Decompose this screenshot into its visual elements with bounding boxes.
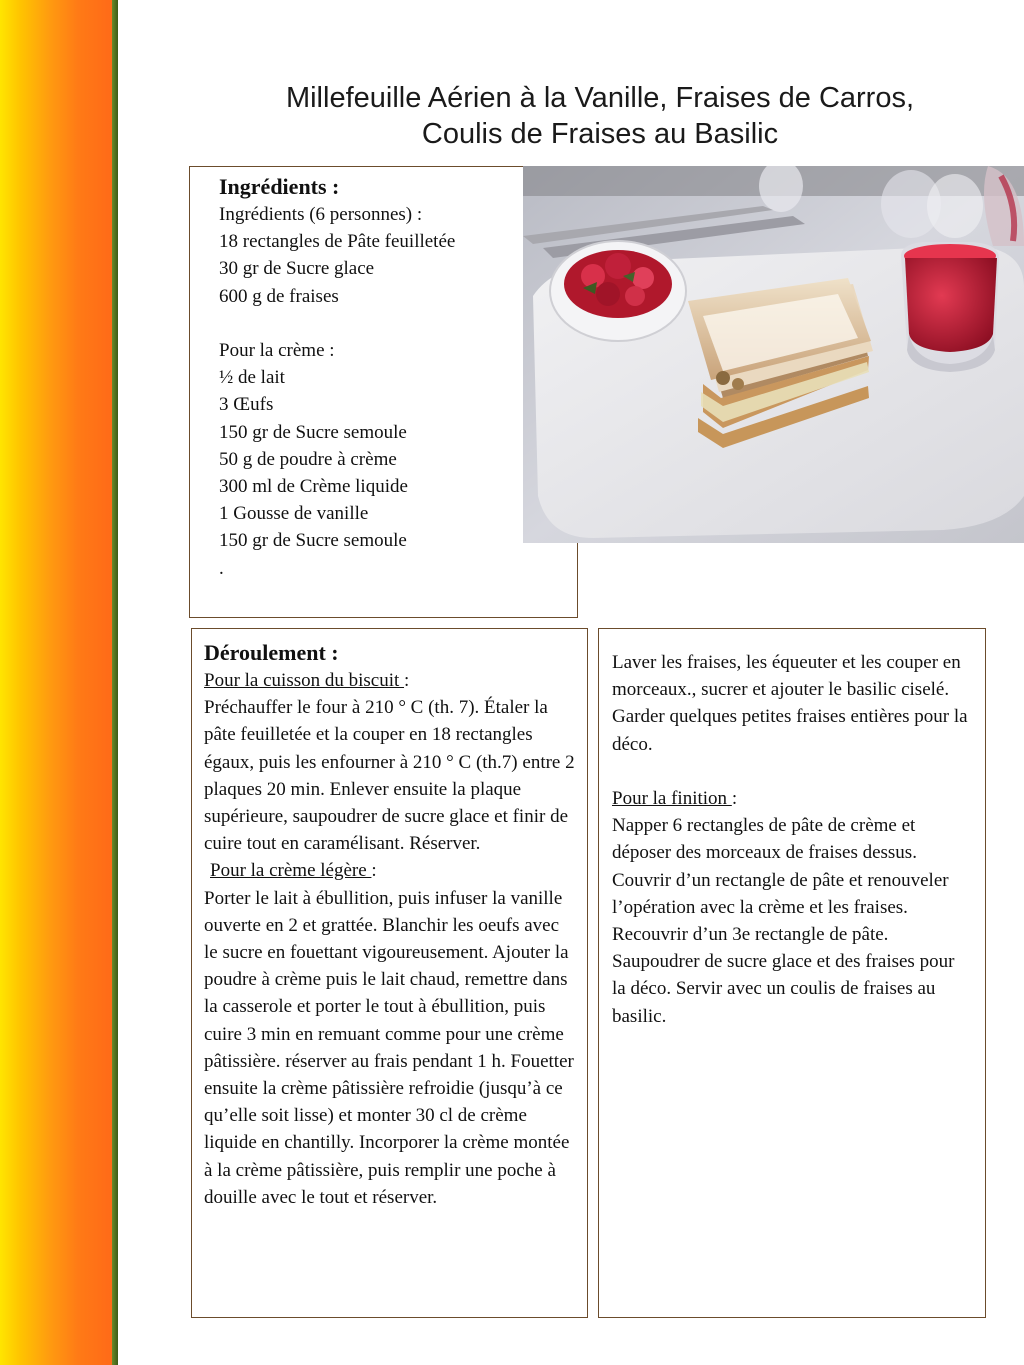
creme-colon: : [371, 860, 377, 882]
finition-box [598, 628, 986, 1318]
biscuit-subheading: Pour la cuisson du biscuit [204, 670, 405, 691]
garder-instructions: Garder quelques petites fraises entières pour la déco. [612, 706, 968, 755]
ingredient-line: Ingrédients (6 personnes) : [219, 204, 423, 225]
biscuit-subheading-line [204, 667, 577, 694]
cream-ingredient-line: 150 gr de Sucre semoule [219, 530, 407, 552]
ingredient-line: 30 gr de Sucre glace [219, 258, 375, 280]
finition-instructions: Napper 6 rectangles de pâte de crème et déposer des morceaux de fraises dessus. Couvrir d’un rectangle de pâte et renouveler l’opération avec la crème et les fraises. Recouvrir d’un 3e rectangle de pâte. Saupoudrer de sucre glace et des fraises pour la déco. Servir avec un coulis de fraises au basilic. [612, 815, 955, 1027]
cream-ingredient-line: 300 ml de Crème liquide [219, 476, 408, 498]
ingredients-box [189, 166, 578, 618]
creme-subheading: Pour la crème légère [210, 860, 372, 882]
cream-ingredient-line: 150 gr de Sucre semoule [219, 421, 407, 443]
fraises-instructions: Laver les fraises, les équeuter et les couper en morceaux., sucrer et ajouter le basilic ciselé. [612, 652, 961, 701]
cream-ingredient-line: 3 Œufs [219, 394, 274, 416]
spacer [612, 758, 971, 785]
title-line-2: Coulis de Fraises au Basilic [421, 118, 779, 150]
creme-subheading-line [204, 857, 577, 884]
finition-subheading-line [612, 785, 971, 812]
cream-ingredient-line: . [219, 557, 224, 579]
creme-instructions: Porter le lait à ébullition, puis infuser la vanille ouverte en 2 et grattée. Blanchir les oeufs avec le sucre en fouettant vigoureusement. Ajouter la poudre à crème puis le lait chaud, remettre dans la casserole et porter le tout à ébullition, puis cuire 3 min en remuant comme pour une crème pâtissière. réserver au frais pendant 1 h. Fouetter ensuite la crème pâtissière refroidie (jusqu’à ce qu’elle soit lisse) et monter 30 cl de crème liquide en chantilly. Incorporer la crème montée à la crème pâtissière, puis remplir une poche à douille avec le tout et réserver. [204, 887, 574, 1208]
cream-ingredient-line: ½ de lait [219, 367, 285, 389]
cream-ingredient-line: 50 g de poudre à crème [219, 448, 397, 470]
page-title [200, 80, 1000, 152]
ingredient-line: 18 rectangles de Pâte feuilletée [219, 231, 456, 253]
biscuit-colon: : [404, 670, 410, 691]
green-divider-line [112, 0, 118, 1365]
biscuit-instructions: Préchauffer le four à 210 ° C (th. 7). Étaler la pâte feuilletée et la couper en 18 rectangles égaux, puis les enfourner à 210 ° C (th.7) entre 2 plaques 20 min. Enlever ensuite la plaque supérieure, saupoudrer de sucre glace et finir de cuire tout en caramélisant. Réserver. [204, 697, 575, 855]
orange-gradient-sidebar [0, 0, 112, 1365]
cream-ingredient-line: 1 Gousse de vanille [219, 503, 369, 525]
deroulement-heading: Déroulement : [204, 640, 339, 665]
title-line-1: Millefeuille Aérien à la Vanille, Fraises de Carros, [285, 82, 915, 114]
finition-subheading: Pour la finition [612, 788, 732, 809]
deroulement-box [191, 628, 588, 1318]
millefeuille-dish-photo [523, 166, 1024, 543]
finition-colon: : [731, 788, 738, 809]
ingredients-heading: Ingrédients : [219, 174, 340, 199]
cream-heading: Pour la crème : [219, 340, 335, 361]
ingredient-line: 600 g de fraises [219, 285, 339, 307]
